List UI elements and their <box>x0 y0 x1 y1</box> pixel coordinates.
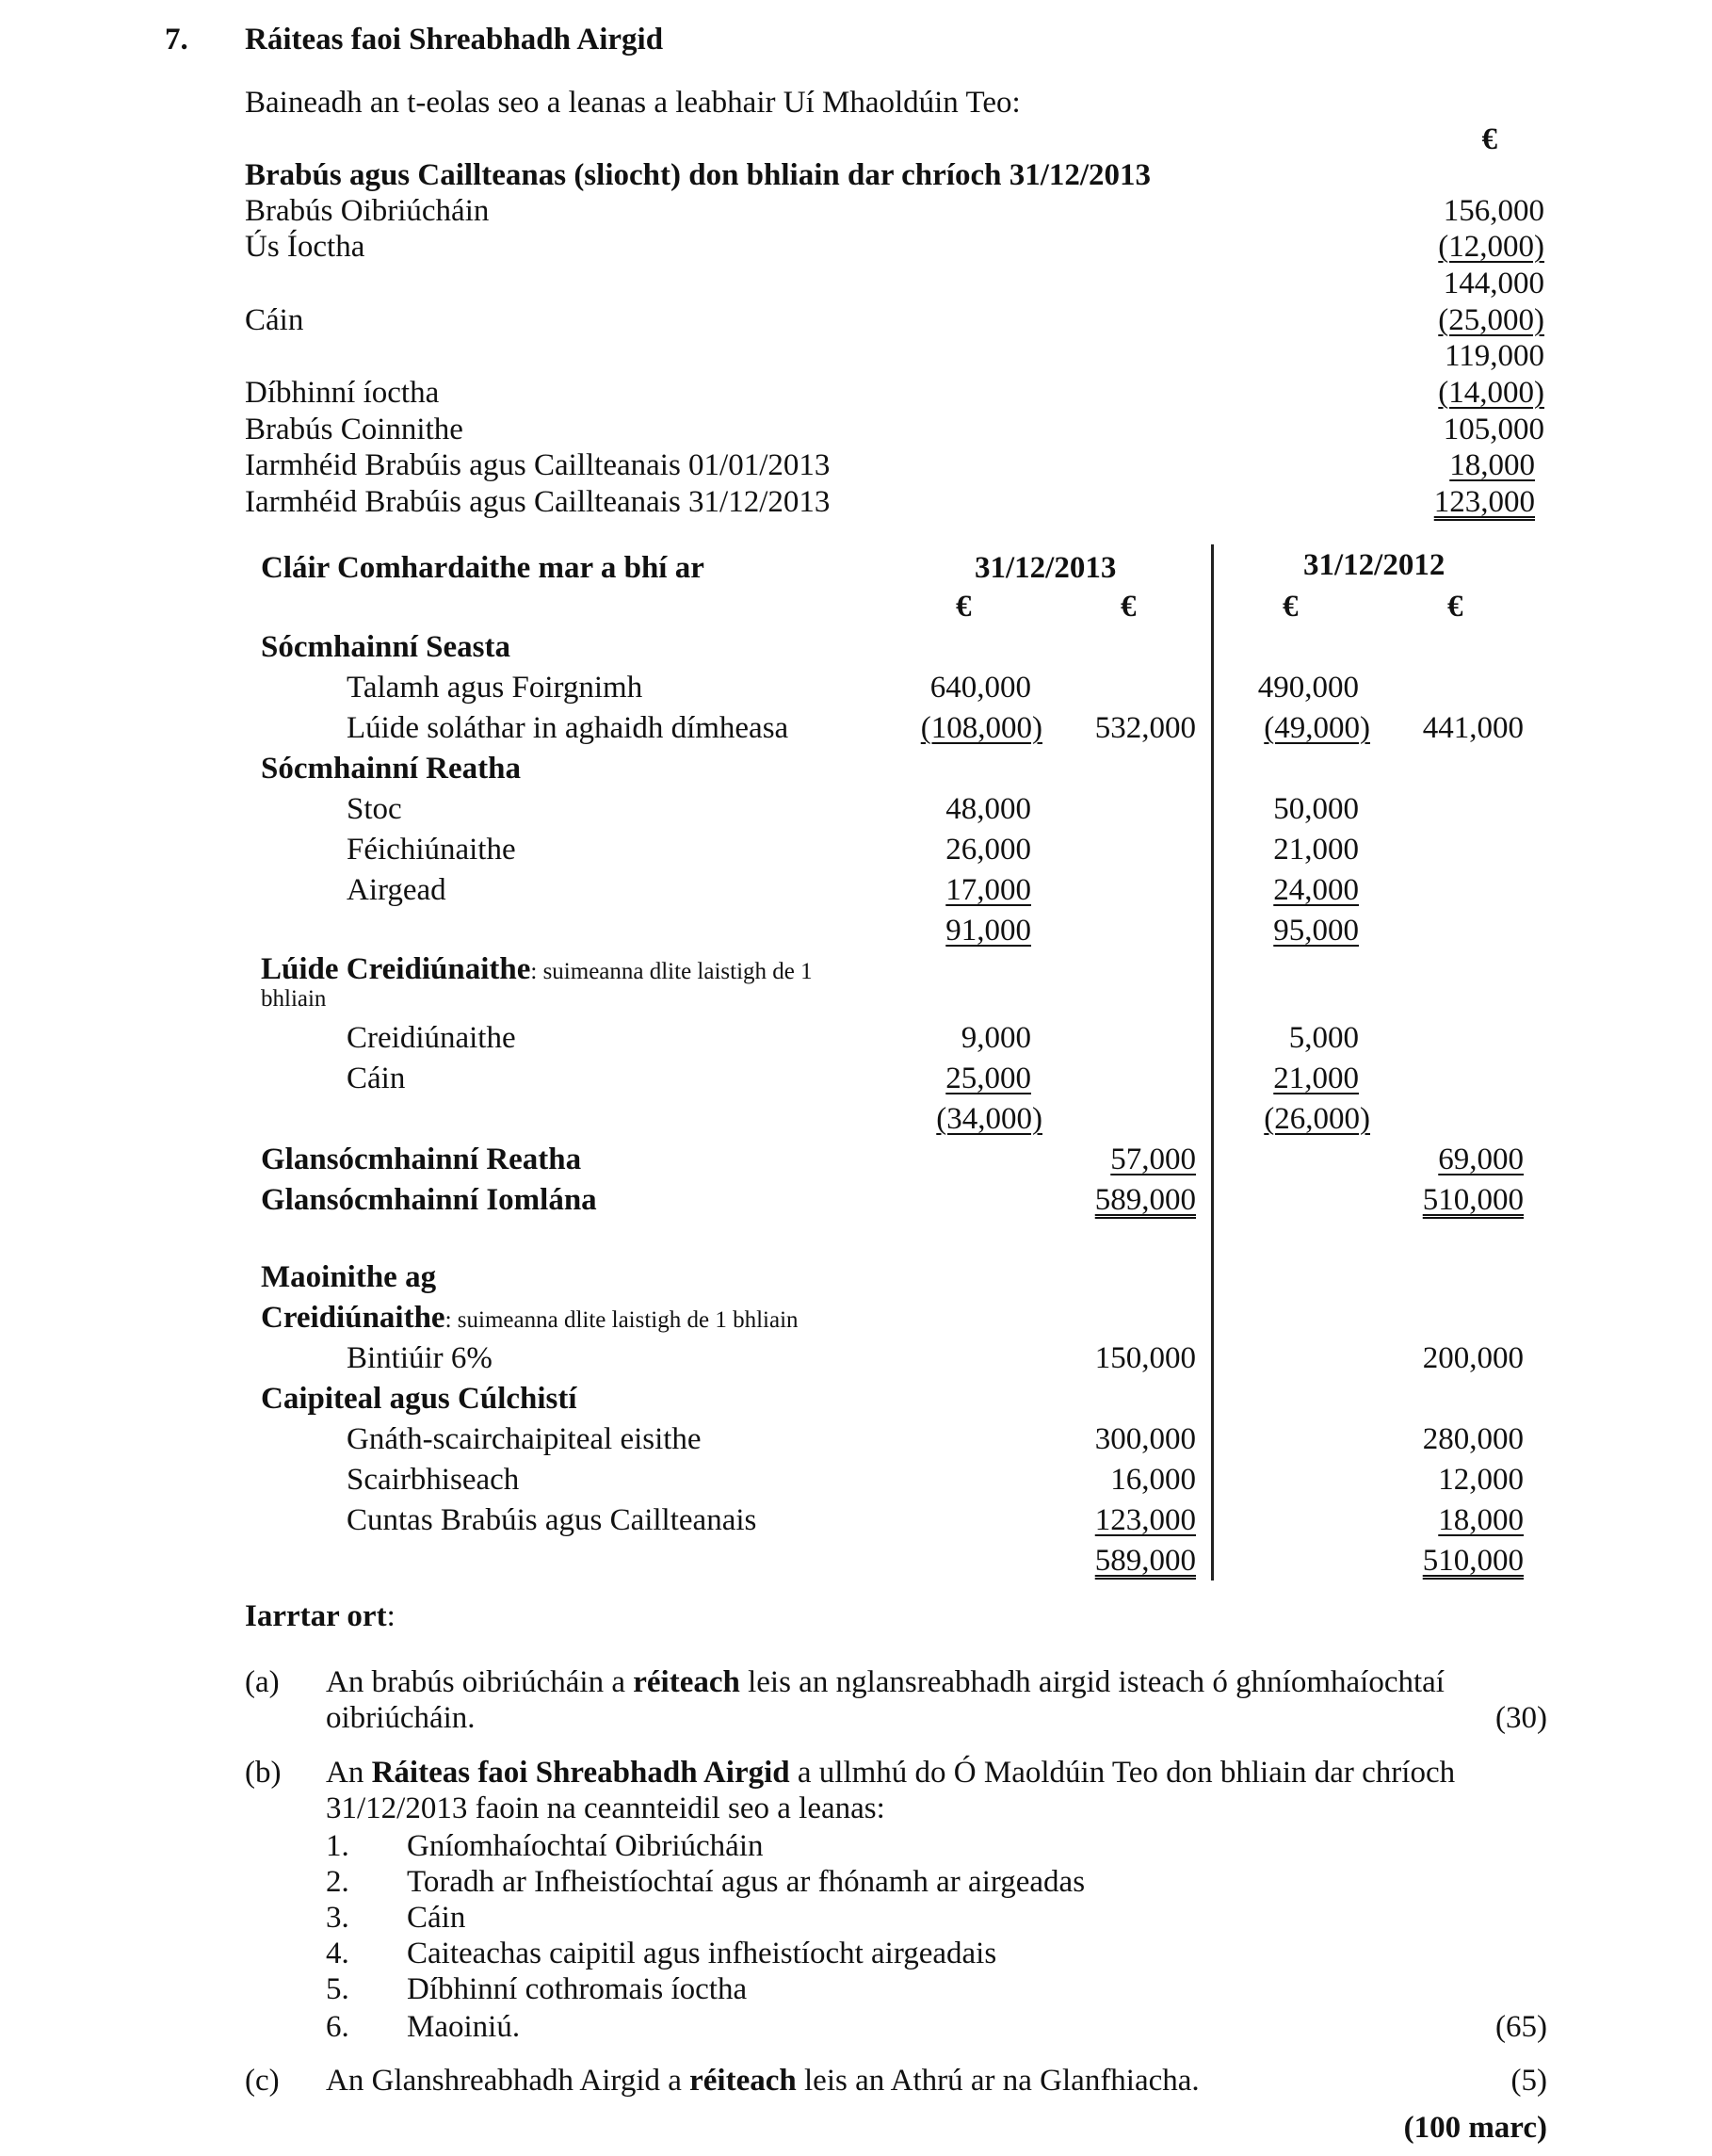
bs-value: 441,000 <box>1422 711 1524 745</box>
bs-value: 26,000 <box>945 833 1031 867</box>
pl-heading: Brabús agus Caillteanas (sliocht) don bhliain dar chríoch 31/12/2013 <box>245 158 1152 192</box>
list-item: Caiteachas caipitil agus infheistíocht airgeadais <box>407 1937 997 1970</box>
bs-label: Gnáth-scairchaipiteal eisithe <box>347 1422 702 1456</box>
bs-label: Cuntas Brabúis agus Caillteanais <box>347 1503 757 1537</box>
bs-label: Stoc <box>347 792 402 826</box>
part-c-text: An Glanshreabhadh Airgid a réiteach leis an Athrú ar na Glanfhiacha. <box>326 2064 1200 2098</box>
bs-value: 150,000 <box>1094 1341 1196 1375</box>
list-item: Gníomhaíochtaí Oibriúcháin <box>407 1829 764 1863</box>
bs-date-2012: 31/12/2012 <box>1303 548 1446 582</box>
bs-label: Bintiúir 6% <box>347 1341 493 1375</box>
bs-value: 510,000 <box>1422 1544 1524 1578</box>
bs-date-2013: 31/12/2013 <box>975 551 1117 585</box>
list-item: Maoiniú. <box>407 2010 521 2044</box>
bs-value: 9,000 <box>961 1021 1031 1055</box>
currency-symbol: € <box>1121 590 1137 624</box>
bs-value: 17,000 <box>945 873 1031 907</box>
pl-value: 105,000 <box>1443 413 1544 446</box>
list-item: Cáin <box>407 1901 466 1935</box>
bs-value: (26,000) <box>1264 1102 1370 1136</box>
part-a-text-line2: oibriúcháin. <box>326 1701 476 1735</box>
financed-creditors-bold: Creidiúnaithe <box>261 1301 445 1335</box>
list-item-number: 3. <box>326 1901 349 1935</box>
bs-value: 16,000 <box>1110 1463 1196 1497</box>
pl-label: Iarmhéid Brabúis agus Caillteanais 01/01/2013 <box>245 448 831 482</box>
bs-value: 300,000 <box>1094 1422 1196 1456</box>
question-number: 7. <box>165 23 188 57</box>
part-c-marks: (5) <box>1510 2064 1547 2098</box>
question-title: Ráiteas faoi Shreabhadh Airgid <box>245 23 664 57</box>
current-assets-heading: Sócmhainní Reatha <box>261 752 521 786</box>
capital-heading: Caipiteal agus Cúlchistí <box>261 1382 577 1416</box>
current-liabilities-note-wrap: bhliain <box>261 986 327 1012</box>
bs-value: 95,000 <box>1273 914 1359 948</box>
bs-label: Féichiúnaithe <box>347 833 516 867</box>
currency-symbol: € <box>1283 590 1299 624</box>
bs-value: (34,000) <box>936 1102 1042 1136</box>
pl-label: Brabús Oibriúcháin <box>245 194 490 228</box>
part-a-letter: (a) <box>245 1665 280 1699</box>
pl-value: 144,000 <box>1443 267 1544 300</box>
bs-value: 200,000 <box>1422 1341 1524 1375</box>
currency-symbol: € <box>1447 590 1463 624</box>
part-a-text: An brabús oibriúcháin a réiteach leis an nglansreabhadh airgid isteach ó ghníomhaíochtaí <box>326 1665 1445 1699</box>
current-liabilities-bold: Lúide Creidiúnaithe <box>261 952 531 986</box>
part-b-letter: (b) <box>245 1756 282 1790</box>
list-item-number: 4. <box>326 1937 349 1970</box>
total-marks: (100 marc) <box>1403 2111 1547 2145</box>
bs-value: 123,000 <box>1094 1503 1196 1537</box>
pl-value: (14,000) <box>1438 376 1544 410</box>
part-b-marks: (65) <box>1495 2010 1547 2044</box>
financed-by-heading: Maoinithe ag <box>261 1260 437 1294</box>
pl-label: Ús Íoctha <box>245 230 365 264</box>
bs-label: Creidiúnaithe <box>347 1021 516 1055</box>
pl-value: (12,000) <box>1438 230 1544 264</box>
list-item-number: 5. <box>326 1972 349 2006</box>
bs-value: 18,000 <box>1438 1503 1524 1537</box>
bs-value: (49,000) <box>1264 711 1370 745</box>
bs-label: Talamh agus Foirgnimh <box>347 671 643 705</box>
bs-value: 25,000 <box>945 1062 1031 1095</box>
pl-label: Cáin <box>245 303 304 337</box>
financed-creditors-note: : suimeanna dlite laistigh de 1 bhliain <box>444 1307 799 1333</box>
bs-label: Cáin <box>347 1062 406 1095</box>
pl-currency: € <box>1481 122 1497 156</box>
list-item-number: 2. <box>326 1865 349 1899</box>
bs-value: (108,000) <box>920 711 1042 745</box>
bs-value: 490,000 <box>1257 671 1359 705</box>
bs-value: 640,000 <box>929 671 1031 705</box>
current-liabilities-heading <box>261 954 813 985</box>
part-c-letter: (c) <box>245 2064 280 2098</box>
column-divider <box>1211 544 1214 1581</box>
part-a-marks: (30) <box>1495 1701 1547 1735</box>
currency-symbol: € <box>956 590 972 624</box>
question-intro: Baineadh an t-eolas seo a leanas a leabhair Uí Mhaoldúin Teo: <box>245 86 1021 120</box>
bs-label: Lúide soláthar in aghaidh dímheasa <box>347 711 789 745</box>
bs-value: 91,000 <box>945 914 1031 948</box>
bs-value: 280,000 <box>1422 1422 1524 1456</box>
pl-value: 18,000 <box>1449 448 1535 482</box>
bs-value: 24,000 <box>1273 873 1359 907</box>
bs-value: 5,000 <box>1288 1021 1359 1055</box>
list-item: Toradh ar Infheistíochtaí agus ar fhónamh ar airgeadas <box>407 1865 1086 1899</box>
financed-creditors-heading <box>261 1303 799 1334</box>
bs-value: 48,000 <box>945 792 1031 826</box>
bs-label: Airgead <box>347 873 446 907</box>
pl-label: Brabús Coinnithe <box>245 413 463 446</box>
list-item-number: 6. <box>326 2010 349 2044</box>
pl-value: 119,000 <box>1444 339 1544 373</box>
pl-value: (25,000) <box>1438 303 1544 337</box>
bs-value: 589,000 <box>1094 1544 1196 1578</box>
current-liabilities-note: : suimeanna dlite laistigh de 1 <box>530 959 813 984</box>
pl-value: 123,000 <box>1433 485 1535 519</box>
required-heading: Iarrtar ort: <box>245 1599 396 1633</box>
bs-heading: Cláir Comhardaithe mar a bhí ar <box>261 551 704 585</box>
bs-value: 510,000 <box>1422 1183 1524 1217</box>
bs-value: 69,000 <box>1438 1143 1524 1176</box>
part-b-text-line2: 31/12/2013 faoin na ceannteidil seo a leanas: <box>326 1791 885 1825</box>
bs-label: Scairbhiseach <box>347 1463 520 1497</box>
bs-value: 57,000 <box>1110 1143 1196 1176</box>
pl-label: Díbhinní íoctha <box>245 376 440 410</box>
bs-value: 532,000 <box>1094 711 1196 745</box>
bs-value: 589,000 <box>1094 1183 1196 1217</box>
bs-value: 21,000 <box>1273 1062 1359 1095</box>
pl-label: Iarmhéid Brabúis agus Caillteanais 31/12/2013 <box>245 485 831 519</box>
bs-value: 12,000 <box>1438 1463 1524 1497</box>
list-item-number: 1. <box>326 1829 349 1863</box>
bs-label: Glansócmhainní Iomlána <box>261 1183 597 1217</box>
fixed-assets-heading: Sócmhainní Seasta <box>261 630 510 664</box>
bs-value: 21,000 <box>1273 833 1359 867</box>
bs-label: Glansócmhainní Reatha <box>261 1143 582 1176</box>
pl-value: 156,000 <box>1443 194 1544 228</box>
bs-value: 50,000 <box>1273 792 1359 826</box>
list-item: Díbhinní cothromais íoctha <box>407 1972 748 2006</box>
part-b-text: An Ráiteas faoi Shreabhadh Airgid a ullmhú do Ó Maoldúin Teo don bhliain dar chríoch <box>326 1756 1456 1790</box>
